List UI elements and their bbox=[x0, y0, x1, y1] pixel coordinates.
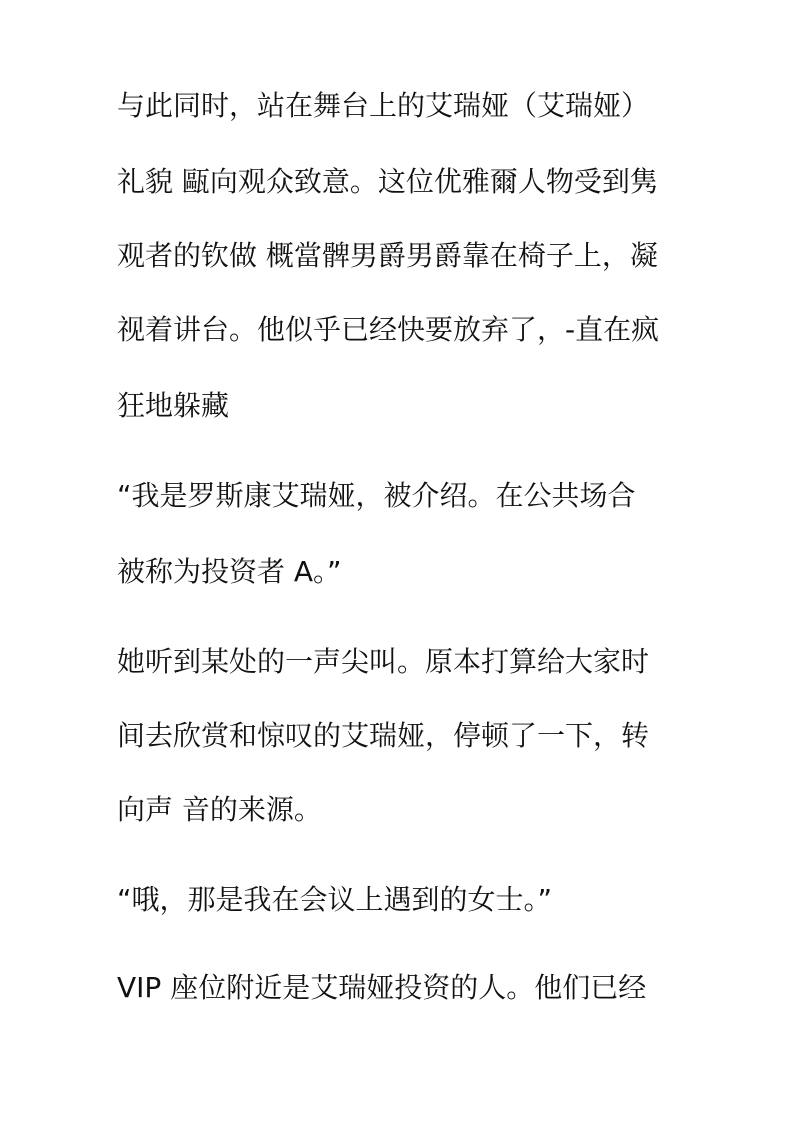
text-line-2: 礼貌 甌向观众致意。这位优雅爾人物受到隽 bbox=[117, 165, 658, 198]
text-line-4: 视着讲台。他似乎已经快要放弃了，-直在疯 bbox=[117, 313, 660, 346]
text-line-7: 被称为投资者 A。” bbox=[117, 555, 342, 588]
text-line-9: 间去欣赏和惊叹的艾瑞娅，停顿了一下，转 bbox=[117, 719, 650, 752]
text-line-1: 与此同时，站在舞台上的艾瑞娅（艾瑞娅） bbox=[117, 89, 650, 122]
text-line-11: “哦，那是我在会议上遇到的女士。” bbox=[117, 883, 553, 916]
text-line-6: “我是罗斯康艾瑞娅，被介绍。在公共场合 bbox=[117, 479, 636, 512]
text-line-8: 她听到某处的一声尖叫。原本打算给大家时 bbox=[117, 645, 650, 678]
text-line-10: 向声 音的来源。 bbox=[117, 793, 322, 826]
text-line-3: 观者的钦做 概當髀男爵男爵靠在椅子上，凝 bbox=[117, 239, 658, 272]
text-line-12: VIP 座位附近是艾瑞娅投资的人。他们已经 bbox=[117, 971, 647, 1004]
text-line-5: 狂地躲藏 bbox=[117, 389, 230, 422]
